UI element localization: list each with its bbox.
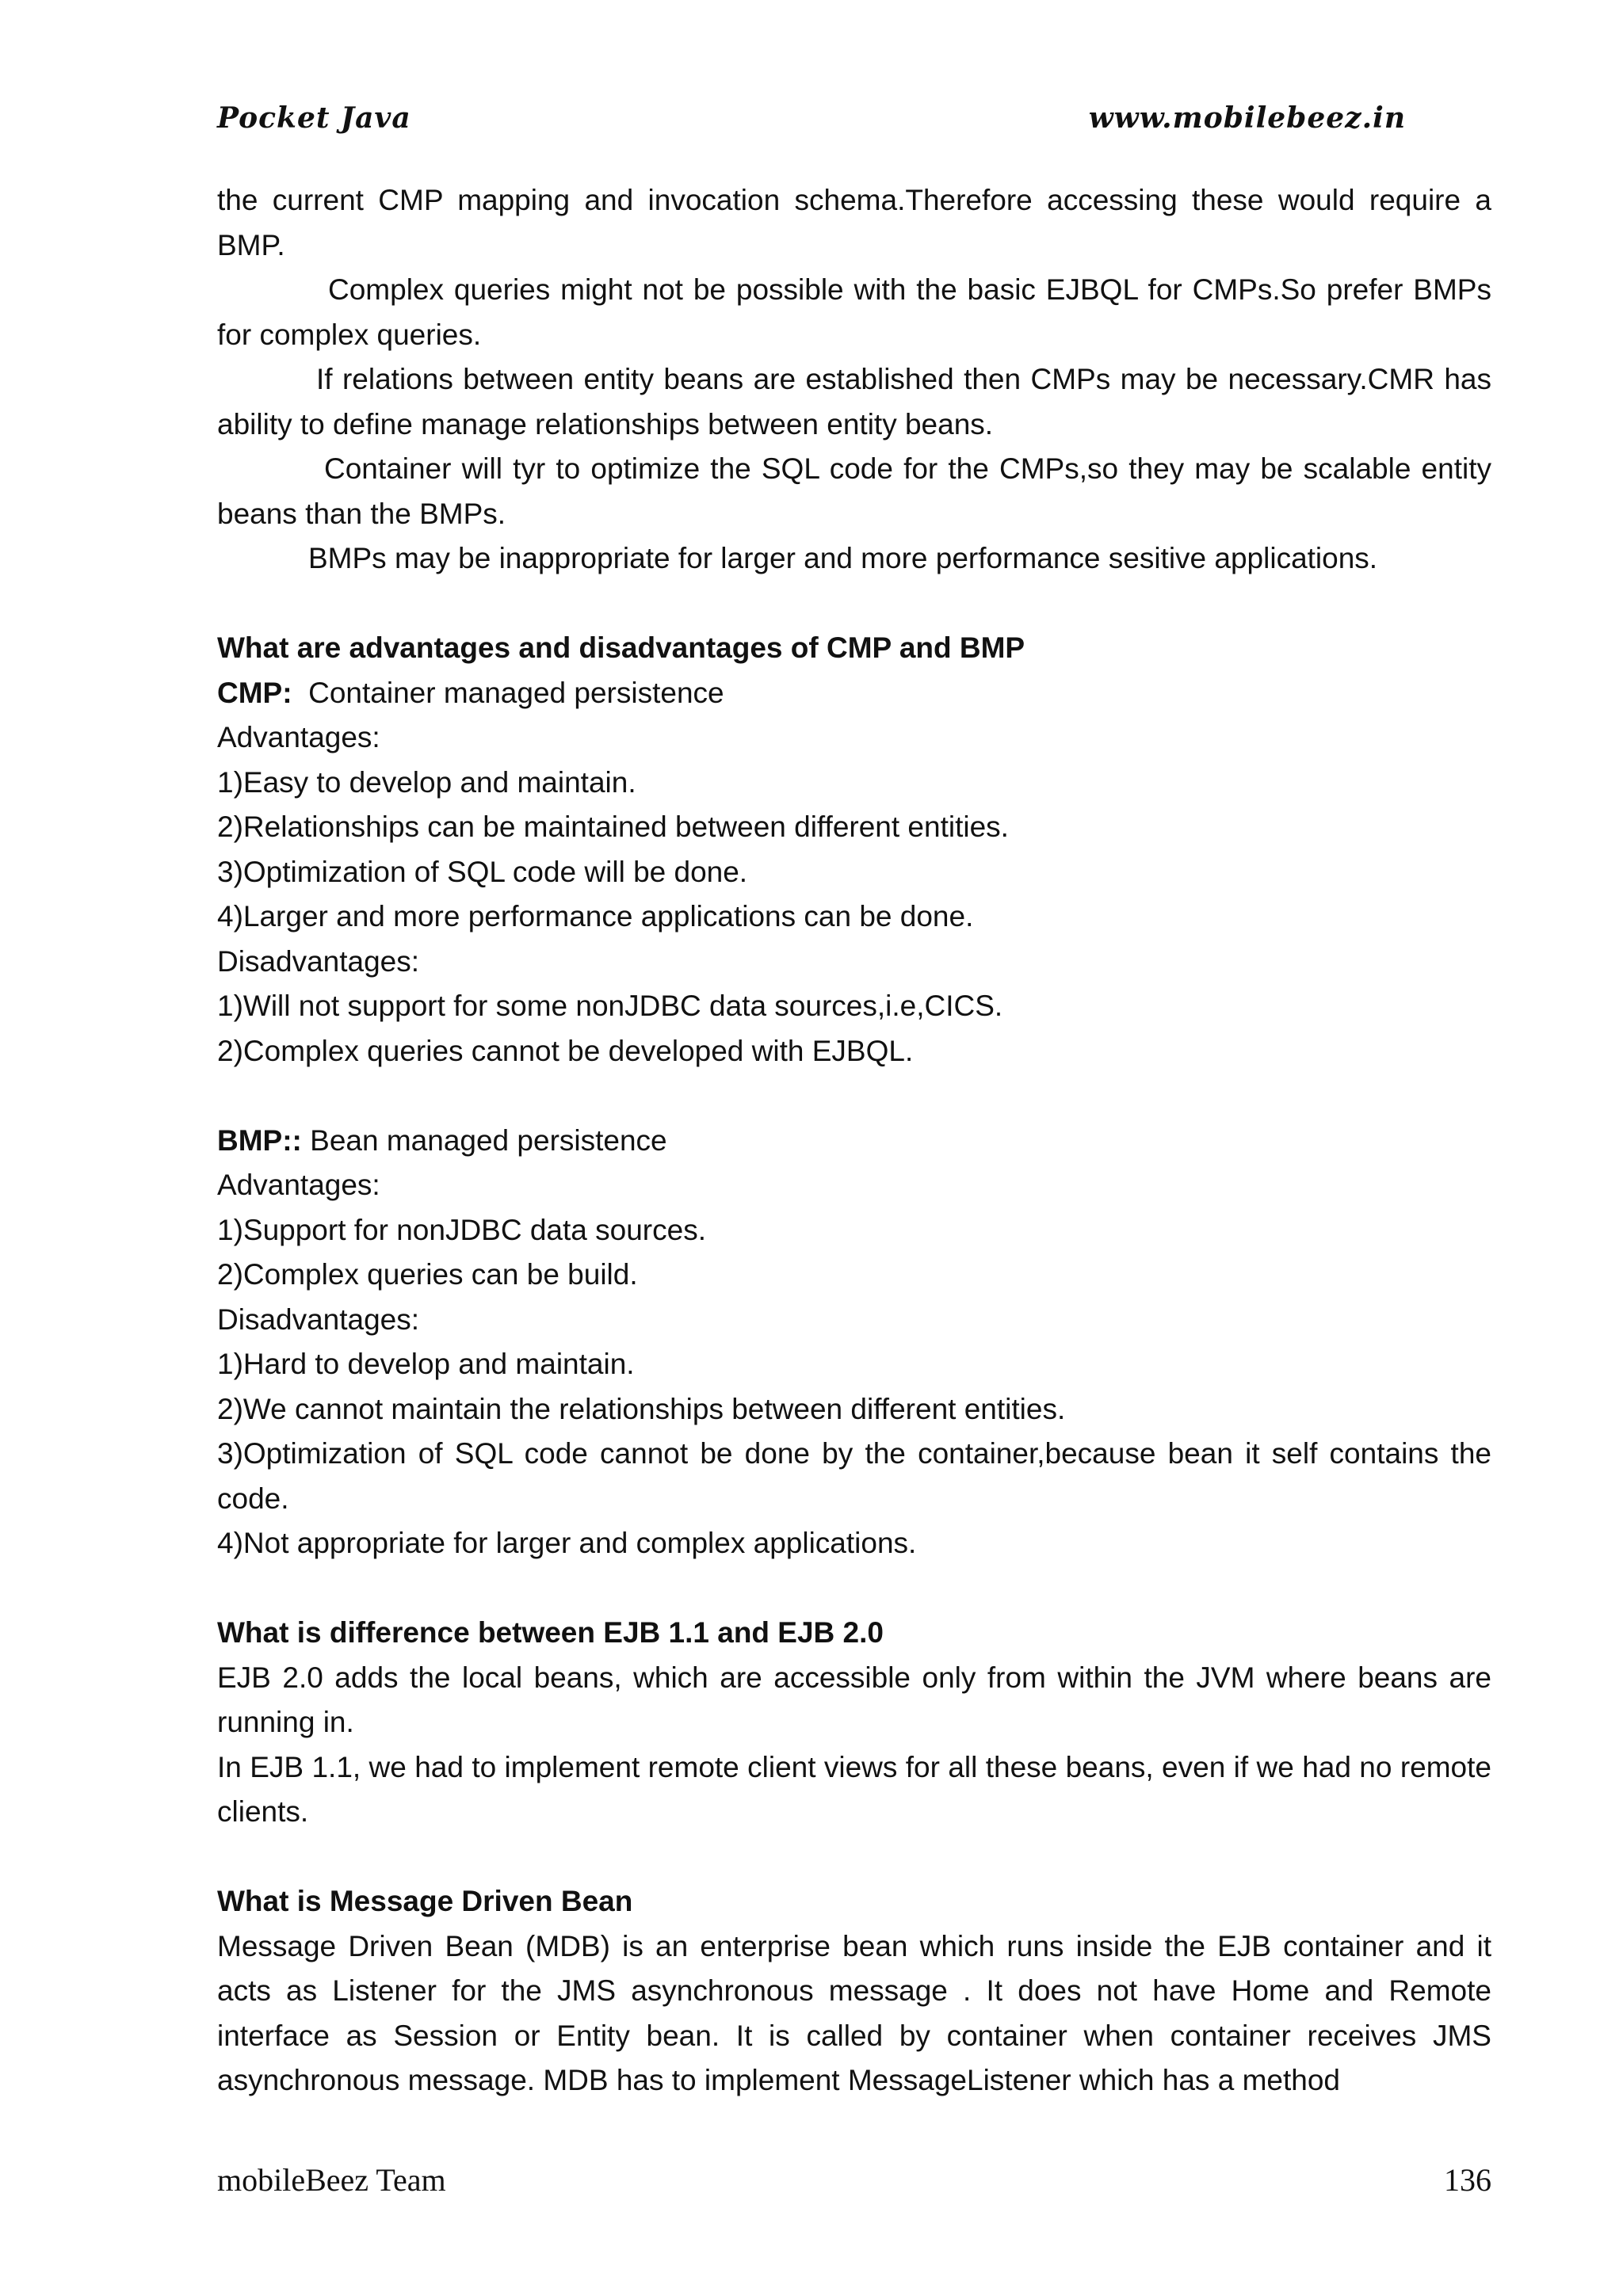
cmp-disadvantage-item: 2)Complex queries cannot be developed with EJBQL. xyxy=(217,1034,914,1067)
intro-paragraph-5: BMPs may be inappropriate for larger and more performance sesitive applications. xyxy=(308,542,1378,574)
spacer xyxy=(217,1566,1491,1611)
bmp-disadvantage-item: 3)Optimization of SQL code cannot be done by the container,because bean it self contains the code. xyxy=(217,1437,1491,1515)
footer-team: mobileBeez Team xyxy=(217,2162,446,2198)
ejb-versions-paragraph-2: In EJB 1.1, we had to implement remote client views for all these beans, even if we had no remote clients. xyxy=(217,1750,1491,1828)
bmp-definition xyxy=(217,1119,1491,1164)
bmp-advantage-item: 2)Complex queries can be build. xyxy=(217,1258,638,1291)
site-url: www.mobilebeez.in xyxy=(1088,101,1406,135)
running-footer xyxy=(217,2161,1491,2209)
spacer xyxy=(217,1835,1491,1880)
cmp-advantages-label: Advantages: xyxy=(217,721,380,753)
cmp-disadvantage-item: 1)Will not support for some nonJDBC data sources,i.e,CICS. xyxy=(217,990,1003,1022)
bmp-disadvantage-item: 2)We cannot maintain the relationships between different entities. xyxy=(217,1392,1066,1425)
intro-paragraph-1: the current CMP mapping and invocation schema.Therefore accessing these would require a BMP. xyxy=(217,184,1491,261)
cmp-advantage-item: 1)Easy to develop and maintain. xyxy=(217,765,636,799)
spacer xyxy=(217,1074,1491,1119)
book-title: Pocket Java xyxy=(217,101,411,135)
bmp-disadvantage-item: 4)Not appropriate for larger and complex applications. xyxy=(217,1527,917,1559)
bmp-description: Bean managed persistence xyxy=(310,1123,667,1157)
page-content xyxy=(217,178,1491,2103)
cmp-definition xyxy=(217,671,1491,716)
cmp-label: CMP: xyxy=(217,676,292,709)
running-header xyxy=(217,101,1406,149)
page-number: 136 xyxy=(1444,2162,1491,2198)
bmp-label: BMP:: xyxy=(217,1123,302,1157)
bmp-disadvantages-label: Disadvantages: xyxy=(217,1302,420,1336)
bmp-disadvantage-item: 1)Hard to develop and maintain. xyxy=(217,1348,635,1380)
cmp-advantage-item: 3)Optimization of SQL code will be done. xyxy=(217,855,748,888)
intro-paragraph-3: If relations between entity beans are established then CMPs may be necessary.CMR has ability to define manage relationships between entity beans. xyxy=(217,363,1491,441)
bmp-advantages-label: Advantages: xyxy=(217,1169,380,1201)
spacer xyxy=(217,582,1491,627)
cmp-advantage-item: 4)Larger and more performance applications can be done. xyxy=(217,900,974,933)
cmp-disadvantages-label: Disadvantages: xyxy=(217,944,420,978)
intro-paragraph-2: Complex queries might not be possible with the basic EJBQL for CMPs.So prefer BMPs for complex queries. xyxy=(217,273,1491,351)
section-heading-cmp-bmp: What are advantages and disadvantages of CMP and BMP xyxy=(217,631,1025,664)
intro-paragraph-4: Container will tyr to optimize the SQL code for the CMPs,so they may be scalable entity beans than the BMPs. xyxy=(217,452,1491,530)
bmp-advantage-item: 1)Support for nonJDBC data sources. xyxy=(217,1213,706,1246)
ejb-versions-paragraph-1: EJB 2.0 adds the local beans, which are accessible only from within the JVM where beans are running in. xyxy=(217,1661,1491,1738)
cmp-description: Container managed persistence xyxy=(308,676,724,709)
section-heading-mdb: What is Message Driven Bean xyxy=(217,1885,633,1917)
section-heading-ejb-versions: What is difference between EJB 1.1 and EJB 2.0 xyxy=(217,1616,884,1649)
cmp-advantage-item: 2)Relationships can be maintained between different entities. xyxy=(217,810,1009,843)
mdb-paragraph-1: Message Driven Bean (MDB) is an enterprise bean which runs inside the EJB container and it acts as Listener for the JMS asynchronous message . It does not have Home and Remote interface as Session or Entity bean. It is called by container when container receives JMS asynchronous message. MDB has to implement MessageListener which has a method xyxy=(217,1929,1491,2096)
